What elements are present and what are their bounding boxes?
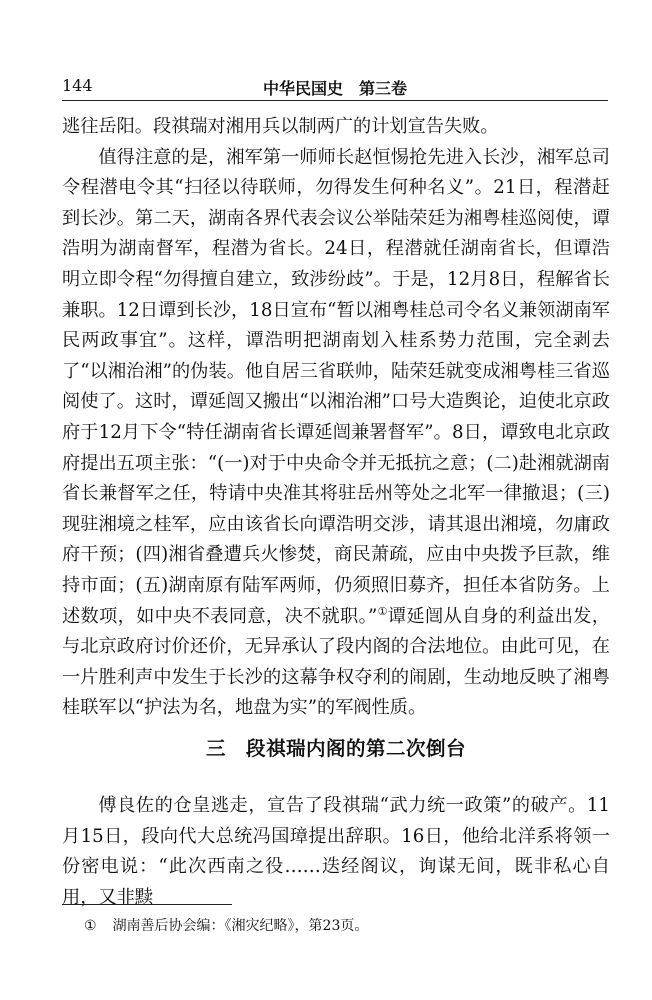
paragraph-continued: 逃往岳阳。段祺瑞对湘用兵以制两广的计划宣告失败。 (62, 116, 499, 137)
paragraph-text: 谭延闿从自身的利益出发，与北京政府讨价还价，无异承认了段内阁的合法地位。由此可见，在一片胜利声中发生于长沙的这幕争权夺利的闹剧，生动地反映了湘粤桂联军以“护法为名，地盘为实”的军阀性质。 (62, 605, 610, 719)
page-number: 144 (62, 76, 93, 95)
paragraph (62, 143, 610, 724)
paragraph-text: 值得注意的是，湘军第一师师长赵恒惕抢先进入长沙，湘军总司令程潜电令其“扫径以待联师，勿得发生何种名义”。21日，程潜赶到长沙。第二天，湖南各界代表会议公举陆荣廷为湘粤桂巡阅使，谭浩明为湖南督军，程潜为省长。24日，程潜就任湖南省长，但谭浩明立即令程“勿得擅自建立，致涉纷歧”。于是，12月8日，程解省长兼职。12日谭到长沙，18日宣布“暂以湘粤桂总司令名义兼领湖南军民两政事宜”。这样，谭浩明把湖南划入桂系势力范围，完全剥去了“以湘治湘”的伪装。他自居三省联帅，陆荣廷就变成湘粤桂三省巡阅使了。这时，谭延闿又搬出“以湘治湘”口号大造舆论，迫使北京政府于12月下令“特任湖南省长谭延闿兼署督军”。8日，谭致电北京政府提出五项主张：“(一)对于中央命令并无抵抗之意；(二)赴湘就湖南省长兼督军之任，特请中央准其将驻岳州等处之北军一律撤退；(三)现驻湘境之桂军，应由该省长向谭浩明交涉，请其退出湘境，勿庸政府干预；(四)湘省叠遭兵火惨焚，商民萧疏，应由中央拨予巨款，维持市面；(五)湖南原有陆军两师，仍须照旧募齐，担任本省防务。上述数项，如中央不表同意，决不就职。” (62, 146, 610, 627)
footnote-text: 湖南善后协会编：《湘灾纪略》，第23页。 (112, 918, 369, 934)
footnote (84, 915, 368, 935)
running-title: 中华民国史 第三卷 (262, 79, 407, 98)
paragraph: 傅良佐的仓皇逃走，宣告了段祺瑞“武力统一政策”的破产。11月15日，段向代大总统冯国璋提出辞职。16日，他给北洋系将领一份密电说：“此次西南之役……迭经阁议，询谋无间，既非私心自用，又非黩 (62, 795, 610, 908)
section-number: 三 (205, 737, 226, 760)
page-header (62, 70, 608, 104)
footnote-mark: ① (84, 918, 97, 934)
footnote-reference: ① (377, 604, 388, 618)
body-text (62, 112, 610, 724)
section-heading (62, 733, 610, 761)
section-title: 段祺瑞内阁的第二次倒台 (246, 737, 467, 760)
footnote-rule (62, 904, 232, 905)
header-rule (62, 100, 608, 101)
body-text-section (62, 791, 610, 913)
